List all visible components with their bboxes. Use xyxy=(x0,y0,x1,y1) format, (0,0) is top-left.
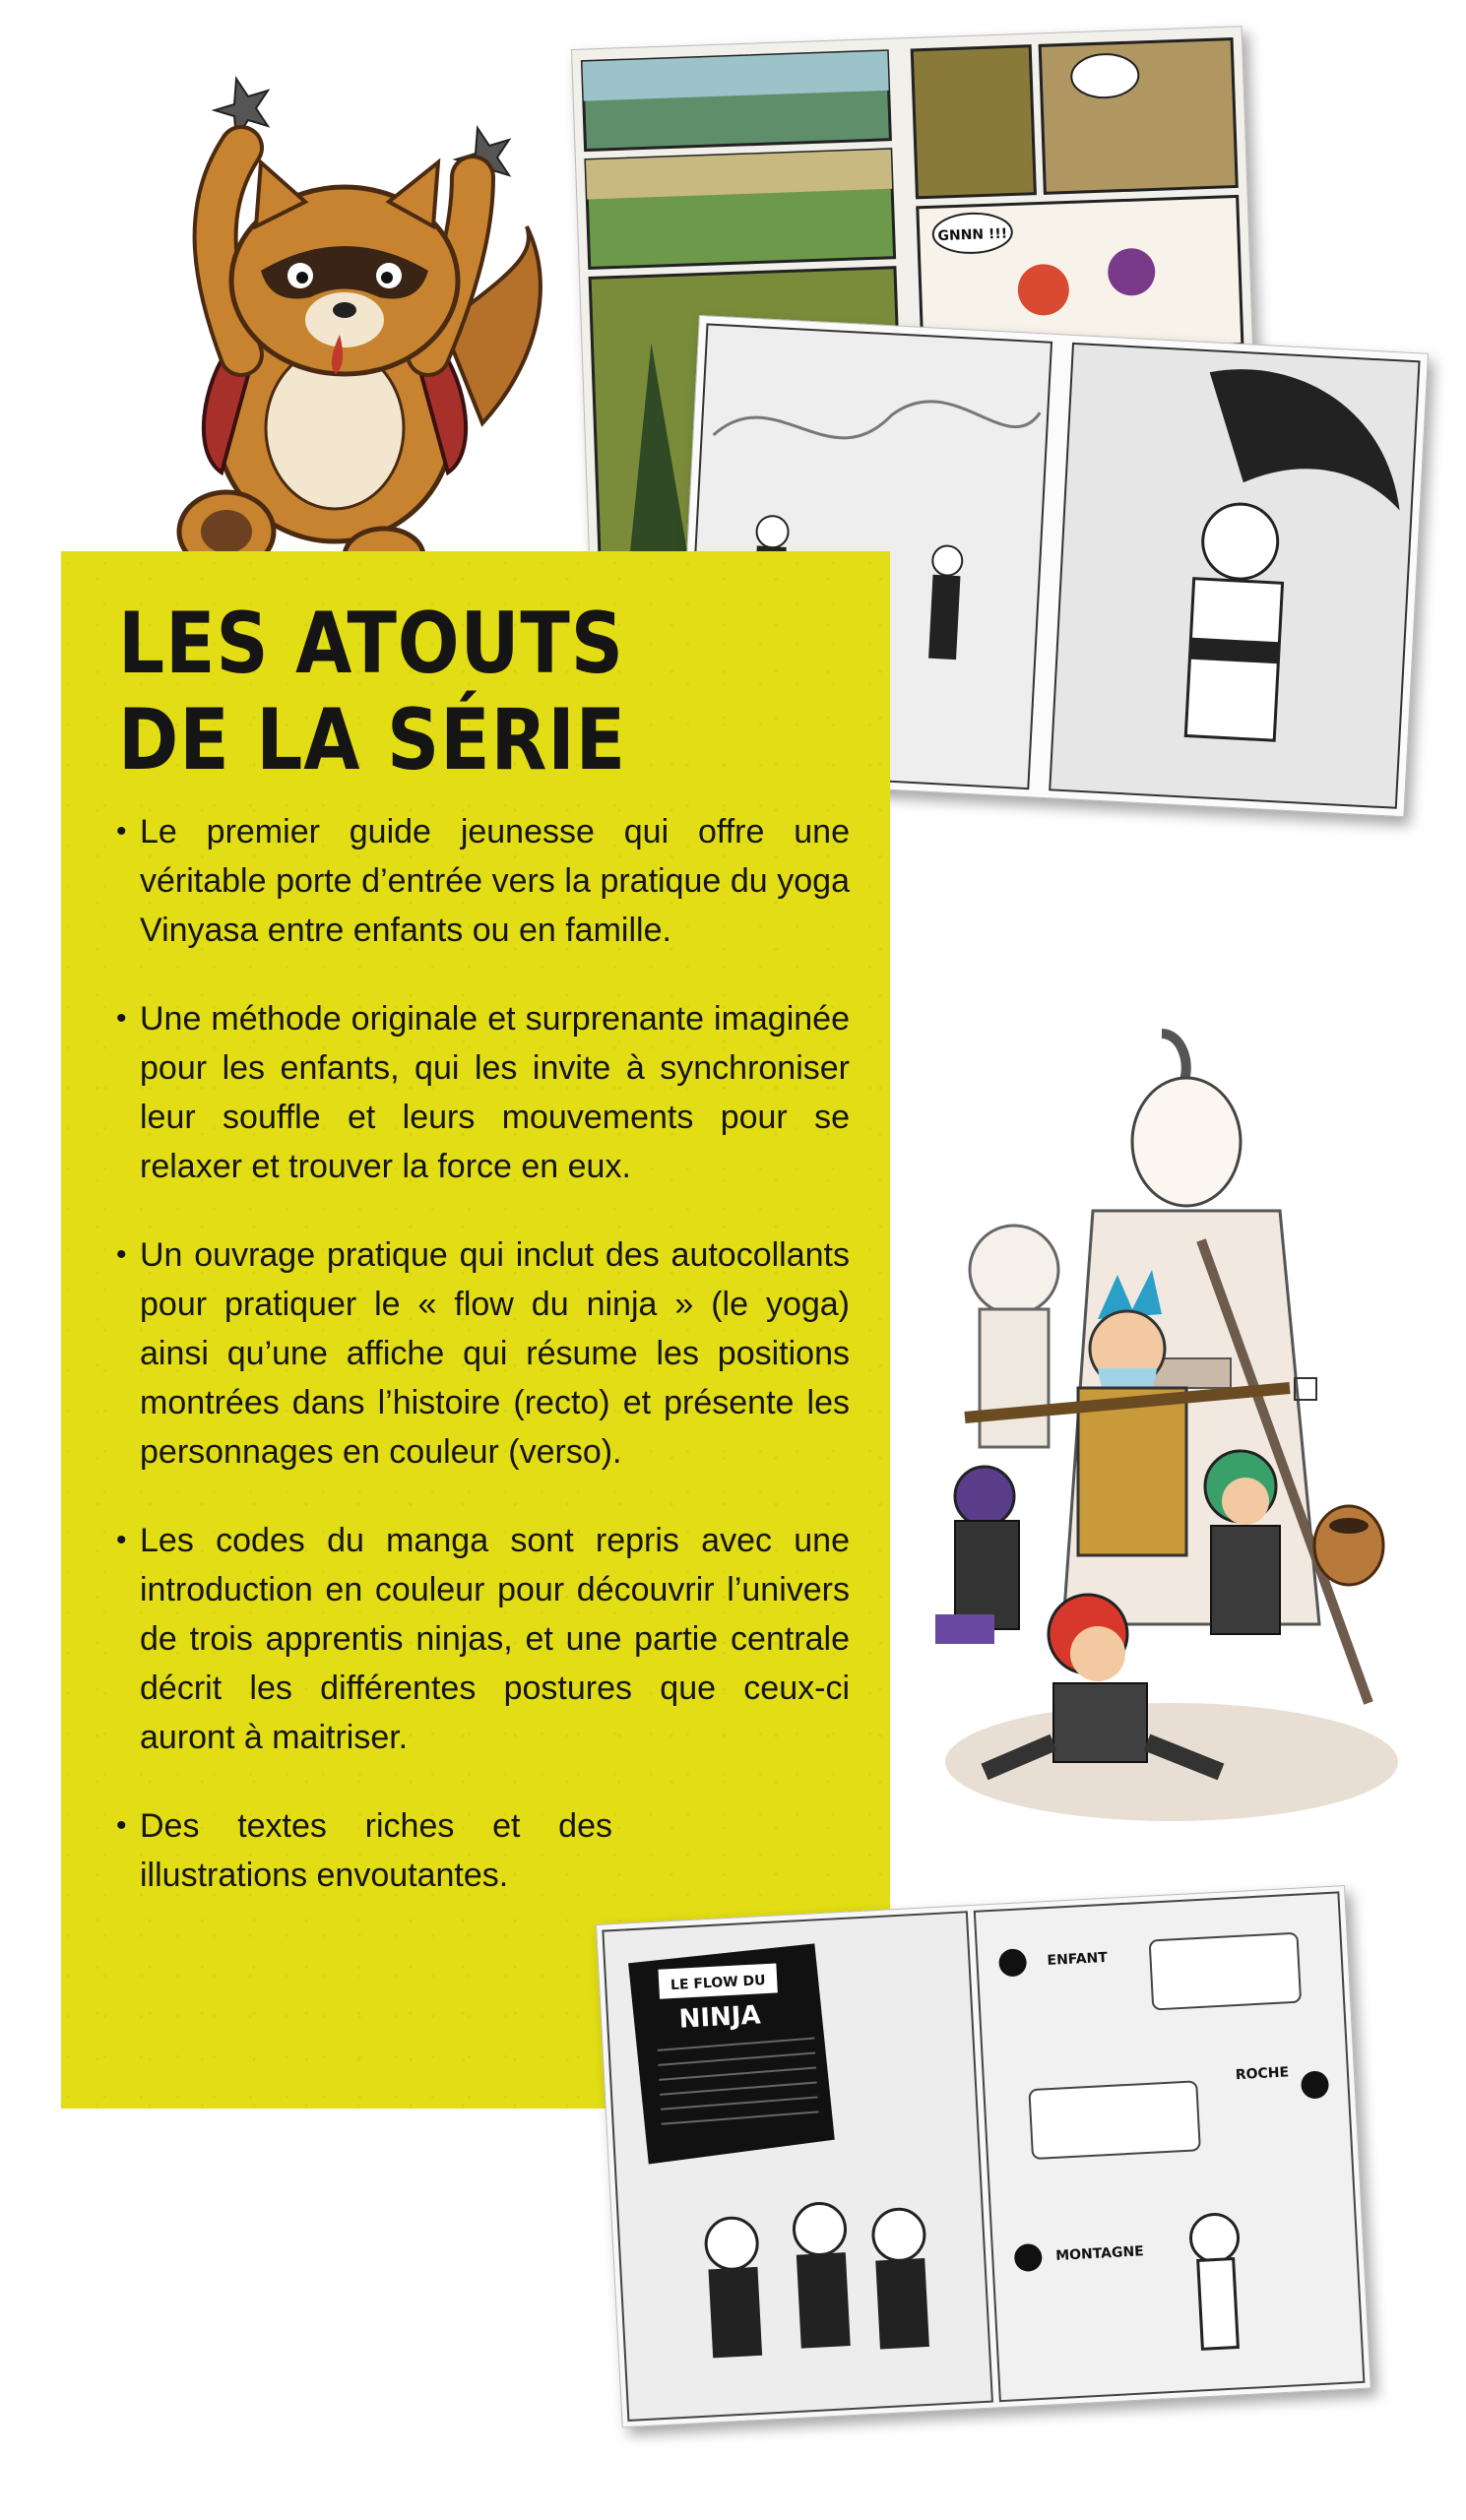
tanuki-mascot-illustration xyxy=(94,39,556,591)
feature-item: • Le premier guide jeunesse qui offre une véritable porte d’entrée vers la pratique du yoga Vinyasa entre enfants ou en famille. xyxy=(116,807,850,955)
feature-list xyxy=(116,807,850,1939)
flow-title-line-2: NINJA xyxy=(677,2000,762,2035)
pose-label-3: MONTAGNE xyxy=(1054,2243,1145,2264)
pose-label-2: ROCHE xyxy=(1235,2064,1290,2084)
heading-line-1: LES ATOUTS xyxy=(118,595,624,693)
section-heading xyxy=(118,596,626,788)
flow-du-ninja-spread-image xyxy=(596,1885,1371,2427)
feature-item: • Les codes du manga sont repris avec une introduction en couleur pour découvrir l’univers de trois apprentis ninjas, et une partie centrale décrit les différentes postures que ceux-ci auront à maitriser. xyxy=(116,1516,850,1762)
ninja-group-illustration xyxy=(906,1014,1418,1831)
feature-item: • Un ouvrage pratique qui inclut des autocollants pour pratiquer le « flow du ninja » (le yoga) ainsi qu’une affiche qui résume les positions montrées dans l’histoire (recto) et présente les personnages en couleur (verso). xyxy=(116,1230,850,1477)
feature-item: • Des textes riches et des illustrations envoutantes. xyxy=(116,1801,612,1900)
flow-title-line-1: LE FLOW DU xyxy=(669,1973,766,1994)
feature-item: • Une méthode originale et surprenante imaginée pour les enfants, qui les invite à synchroniser leur souffle et leurs mouvements pour se relaxer et trouver la force en eux. xyxy=(116,994,850,1191)
flow-du-ninja-spread-art xyxy=(597,1886,1370,2426)
heading-line-2: DE LA SÉRIE xyxy=(118,691,627,789)
speech-bubble-text: GNNN !!! xyxy=(937,225,1008,245)
pose-label-1: ENFANT xyxy=(1047,1949,1109,1970)
